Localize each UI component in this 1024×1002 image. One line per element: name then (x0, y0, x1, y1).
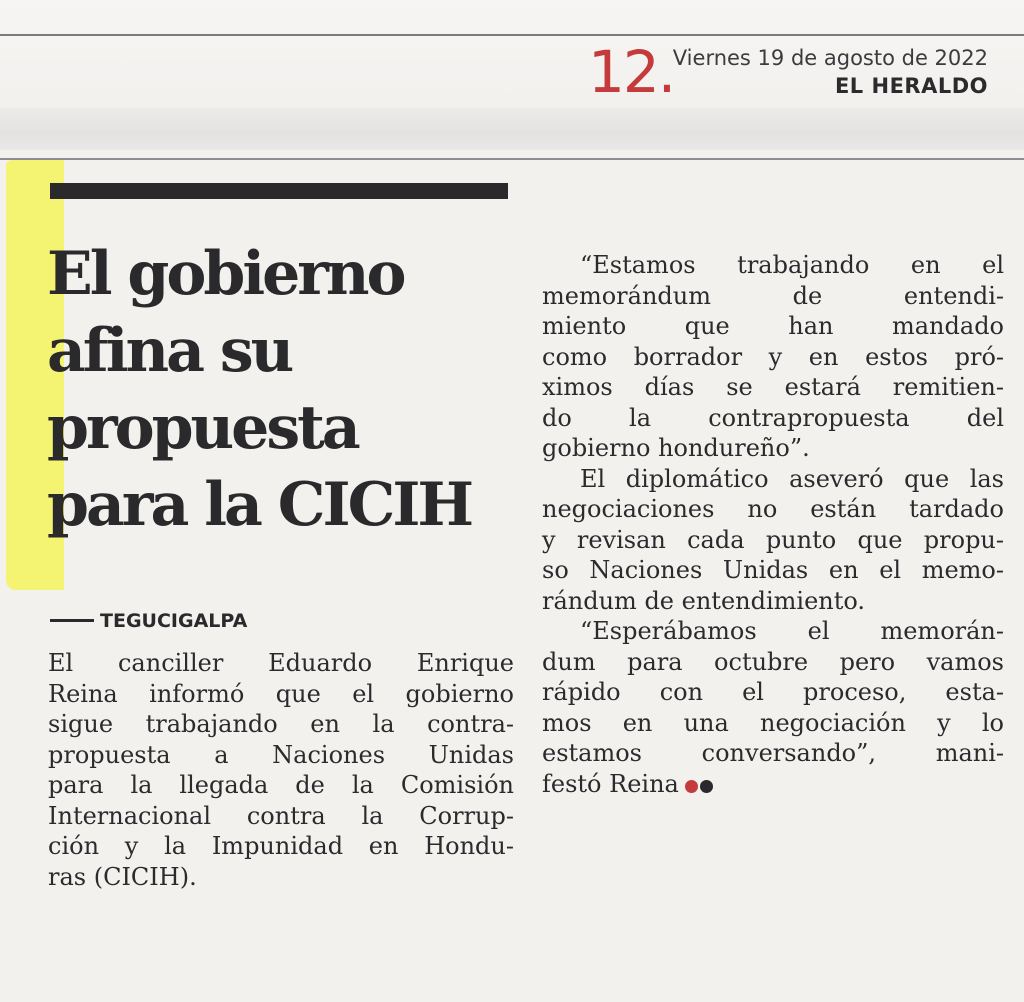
article-headline (47, 236, 517, 544)
end-dot-red (685, 780, 698, 793)
headline-line: propuesta (47, 393, 358, 463)
dateline (50, 610, 247, 632)
article-column-left (48, 648, 514, 892)
headline-line: afina su (47, 316, 292, 386)
text-line: ras (CICIH). (48, 862, 197, 891)
article-column-right (542, 250, 1004, 800)
text-line: “Esperábamos el memorán- (580, 617, 1004, 645)
text-line: ción y la Impunidad en Hondu- (48, 832, 514, 860)
section-rule (0, 158, 1024, 160)
end-of-article-icon (685, 770, 715, 801)
headline-bar (50, 183, 508, 199)
text-line: do la contrapropuesta del (542, 403, 1004, 432)
headline-line: El gobierno (47, 239, 404, 309)
dateline-dash (50, 619, 94, 622)
text-line-last (542, 769, 1004, 801)
text-line: so Naciones Unidas en el memo- (542, 556, 1004, 584)
end-dot-dark (700, 780, 713, 793)
text-line: El diplomático aseveró que las (580, 464, 1004, 493)
publication-date: Viernes 19 de agosto de 2022 (672, 46, 988, 70)
text-line: para la llegada de la Comisión (48, 771, 514, 799)
text-line: rándum de entendimiento. (542, 586, 866, 615)
text-line: gobierno hondureño”. (542, 434, 810, 462)
text-line: Internacional contra la Corrup- (48, 801, 514, 830)
text-line: “Estamos trabajando en el (580, 251, 1004, 279)
text-line: memorándum de entendi- (542, 281, 1004, 310)
text-line: rápido con el proceso, esta- (542, 678, 1004, 706)
newspaper-name: EL HERALDO (834, 74, 988, 98)
text-line: sigue trabajando en la contra- (48, 710, 514, 738)
text-line-final: festó Reina (542, 769, 679, 798)
text-line: mos en una negociación y lo (542, 708, 1004, 737)
text-line: negociaciones no están tardado (542, 495, 1004, 523)
text-line: como borrador y en estos pró- (542, 342, 1004, 371)
text-line: estamos conversando”, mani- (542, 739, 1004, 767)
text-line: y revisan cada punto que propu- (542, 525, 1004, 554)
text-line: ximos días se estará remitien- (542, 373, 1004, 401)
text-line: miento que han mandado (542, 312, 1004, 340)
text-line: dum para octubre pero vamos (542, 647, 1004, 676)
header-rule (0, 34, 1024, 36)
text-line: propuesta a Naciones Unidas (48, 740, 514, 769)
headline-line: para la CICIH (47, 470, 472, 540)
text-line: El canciller Eduardo Enrique (48, 649, 514, 677)
dateline-text: TEGUCIGALPA (100, 610, 248, 632)
scan-shadow-band (0, 108, 1024, 150)
text-line: Reina informó que el gobierno (48, 679, 514, 708)
page-number: 12. (588, 38, 675, 106)
